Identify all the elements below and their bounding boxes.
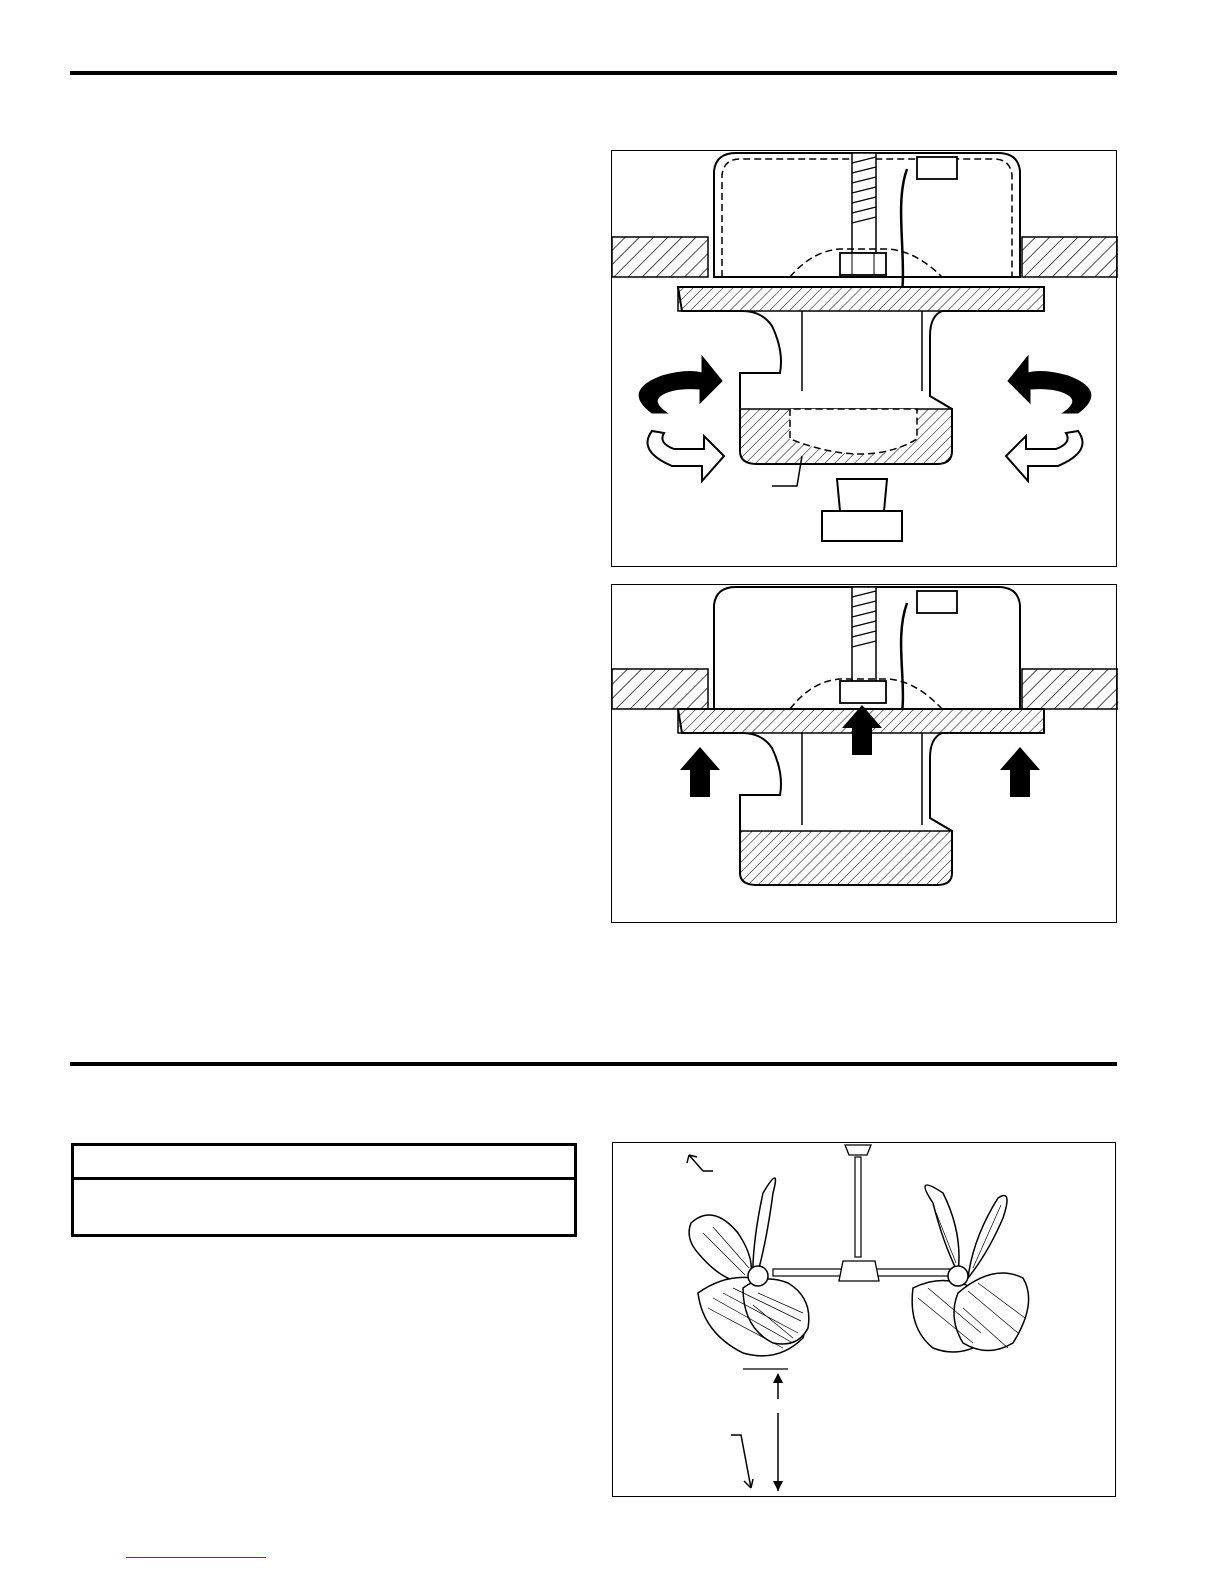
- hex-nut: [840, 253, 886, 275]
- push-up-arrow-left: [680, 747, 720, 797]
- fan-canopy: [845, 1145, 871, 1155]
- canopy-rotate-illustration: [612, 151, 1118, 568]
- canopy-push-up-illustration: [612, 585, 1118, 924]
- warning-heading: [74, 1146, 574, 1180]
- clearance-arrow-up: [773, 1373, 783, 1383]
- rotate-arrow-right-bottom: [1006, 431, 1083, 481]
- clearance-arrow-down: [773, 1481, 783, 1491]
- rotate-arrow-left-bottom: [648, 431, 725, 481]
- downrod-coupling: [837, 479, 887, 511]
- rotate-arrow-right-top: [1008, 356, 1091, 413]
- section-divider-middle: [70, 1062, 1117, 1066]
- figure-canopy-rotate: [611, 150, 1117, 567]
- left-fan-head: [689, 1178, 809, 1356]
- figure-fan-clearance: [612, 1142, 1116, 1497]
- ceiling-right: [1022, 237, 1118, 277]
- footer-link[interactable]: [126, 1557, 266, 1558]
- ceiling-left: [612, 237, 708, 277]
- push-up-arrow-right: [1000, 747, 1040, 797]
- section-divider-top: [70, 71, 1117, 75]
- rotate-arrow-left-top: [639, 356, 722, 413]
- fan-downrod: [855, 1157, 861, 1257]
- figure-canopy-push-up: [611, 584, 1117, 923]
- warning-text: [74, 1180, 574, 1200]
- fan-clearance-illustration: [613, 1143, 1117, 1498]
- warning-box: [71, 1143, 577, 1237]
